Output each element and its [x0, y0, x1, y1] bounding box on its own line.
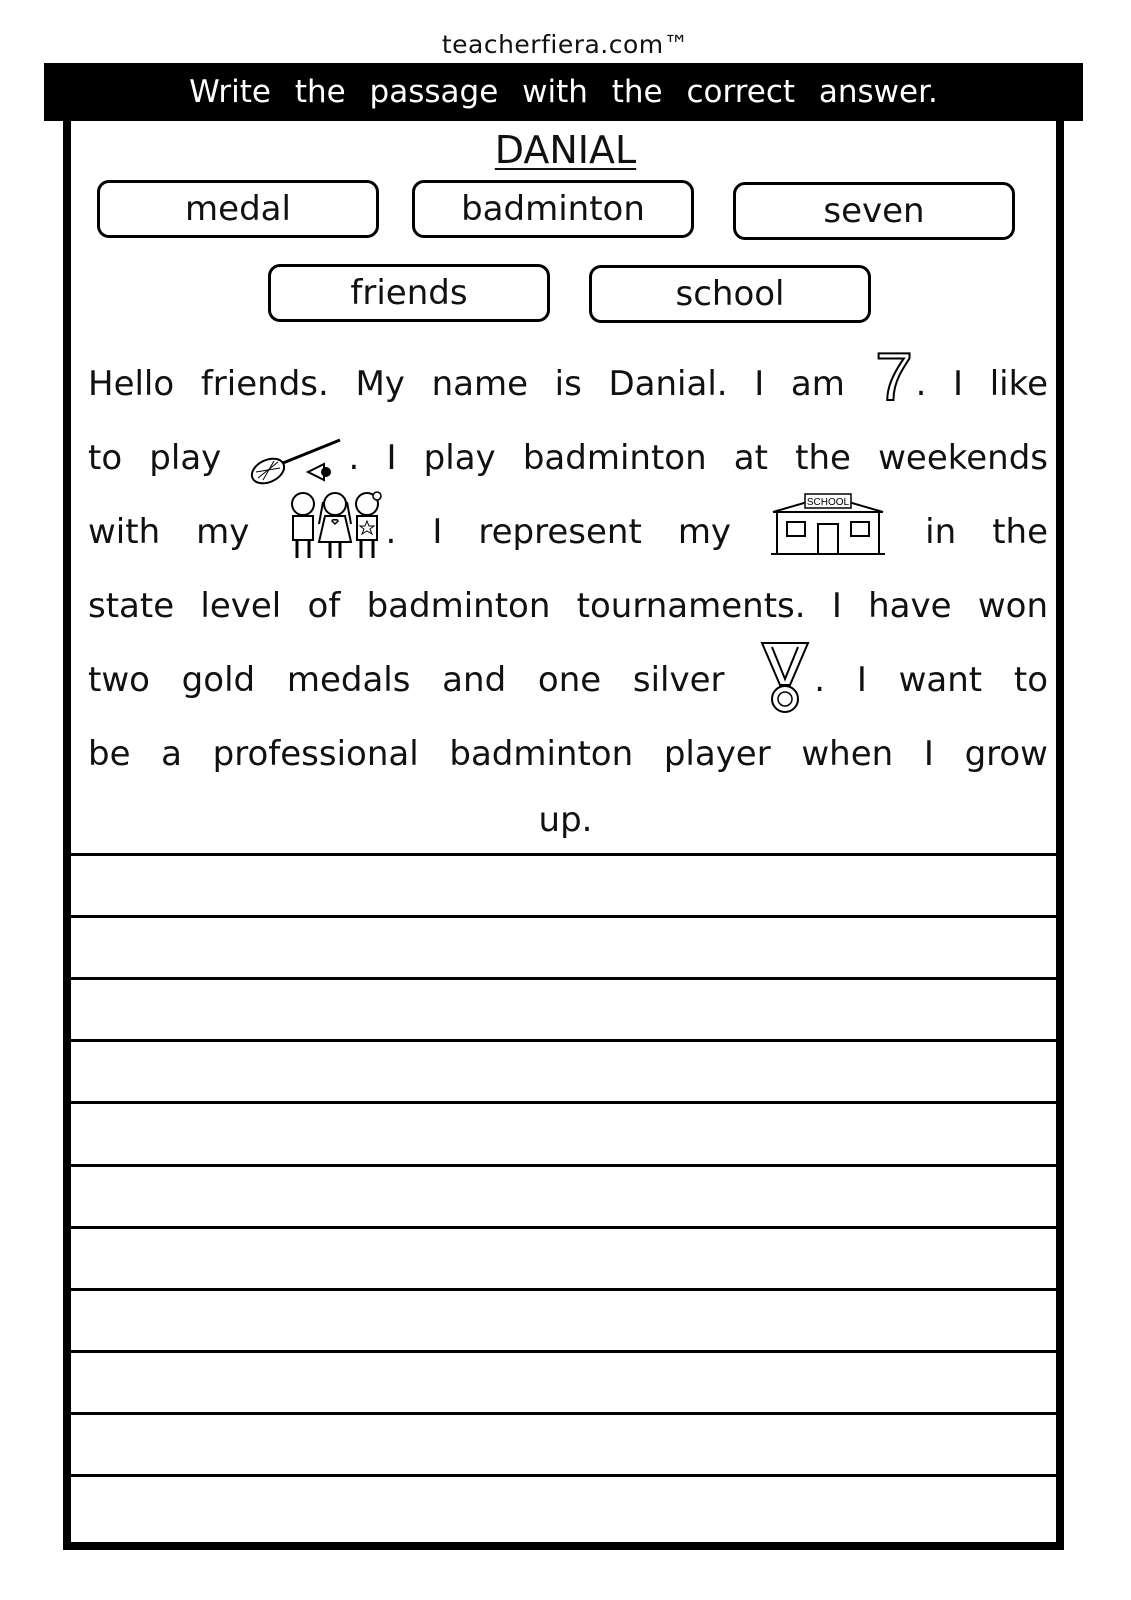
passage-text: two gold medals and one silver — [88, 660, 725, 700]
writing-line — [71, 1226, 1056, 1229]
word-bank-school: school — [589, 265, 871, 323]
passage-text: in the — [925, 512, 1048, 552]
writing-line — [71, 1350, 1056, 1353]
seven-picture-glyph: 7 — [874, 341, 913, 410]
word-bank-seven: seven — [733, 182, 1015, 240]
medal-icon — [756, 639, 814, 715]
passage-text: be a professional badminton player when I grow — [88, 734, 1048, 774]
passage-line-6 — [88, 717, 1048, 792]
passage-line-5 — [88, 643, 1048, 718]
writing-line — [71, 977, 1056, 980]
worksheet-title: DANIAL — [494, 128, 637, 172]
instruction-banner: Write the passage with the correct answer. — [44, 63, 1083, 121]
passage-line-7: up. — [538, 800, 593, 840]
writing-line — [71, 853, 1056, 856]
passage-text: . I like — [915, 364, 1049, 404]
passage-line-3 — [88, 495, 1048, 570]
writing-line — [71, 1039, 1056, 1042]
writing-line — [71, 1288, 1056, 1291]
writing-line — [71, 1101, 1056, 1104]
passage-text: . I play badminton at the weekends — [348, 438, 1048, 478]
word-bank-medal: medal — [97, 180, 379, 238]
site-name: teacherfiera.com™ — [441, 30, 690, 59]
writing-line — [71, 1474, 1056, 1477]
friends-icon — [285, 488, 385, 562]
writing-line — [71, 1164, 1056, 1167]
school-icon — [767, 490, 889, 560]
passage-text: . I want to — [814, 660, 1048, 700]
passage-text: to play — [88, 438, 222, 478]
writing-line — [71, 1412, 1056, 1415]
passage-text: . I represent my — [385, 512, 732, 552]
school-sign: SCHOOL — [806, 496, 850, 508]
writing-line — [71, 915, 1056, 918]
passage-text: with my — [88, 512, 250, 552]
word-bank-friends: friends — [268, 264, 550, 322]
passage-line-4 — [88, 569, 1048, 644]
passage-line-2 — [88, 421, 1048, 496]
passage-line-1 — [88, 341, 1049, 422]
word-bank-badminton: badminton — [412, 180, 694, 238]
seven-icon — [872, 342, 916, 410]
badminton-racket-icon — [248, 434, 348, 486]
passage-text: Hello friends. My name is Danial. I am — [88, 364, 845, 404]
passage-text: state level of badminton tournaments. I have won — [88, 586, 1048, 626]
